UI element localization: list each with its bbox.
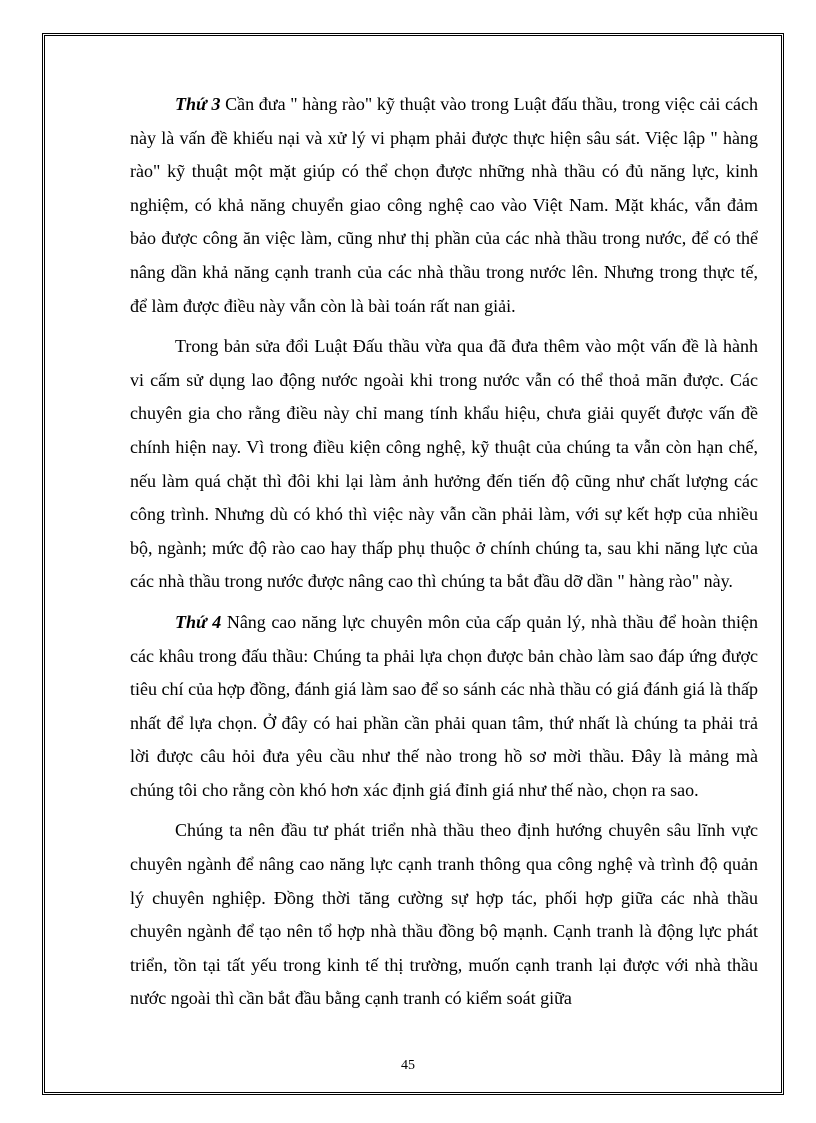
document-body [130, 88, 758, 1016]
paragraph-text: Cần đưa " hàng rào" kỹ thuật vào trong Luật đấu thầu, trong việc cải cách này là vấn đề khiếu nại và xử lý vi phạm phải được thực hiện sâu sát. Việc lập " hàng rào" kỹ thuật một mặt giúp có thể chọn được những nhà thầu có đủ năng lực, kinh nghiệm, có khả năng chuyển giao công nghệ cao vào Việt Nam. Mặt khác, vẫn đảm bảo được công ăn việc làm, cũng như thị phần của các nhà thầu trong nước, để có thể nâng dần khả năng cạnh tranh của các nhà thầu trong nước lên. Nhưng trong thực tế, để làm được điều này vẫn còn là bài toán rất nan giải. [130, 94, 758, 316]
paragraph-text: Trong bản sửa đổi Luật Đấu thầu vừa qua đã đưa thêm vào một vấn đề là hành vi cấm sử dụng lao động nước ngoài khi trong nước vẫn có thể thoả mãn được. Các chuyên gia cho rằng điều này chỉ mang tính khẩu hiệu, chưa giải quyết được vấn đề chính hiện nay. Vì trong điều kiện công nghệ, kỹ thuật của chúng ta vẫn còn hạn chế, nếu làm quá chặt thì đôi khi lại làm ảnh hưởng đến tiến độ cũng như chất lượng các công trình. Nhưng dù có khó thì việc này vẫn cần phải làm, với sự kết hợp của nhiều bộ, ngành; mức độ rào cao hay thấp phụ thuộc ở chính chúng ta, sau khi năng lực của các nhà thầu trong nước được nâng cao thì chúng ta bắt đầu dỡ dần " hàng rào" này. [130, 336, 758, 592]
paragraph-lead: Thứ 3 [175, 94, 221, 114]
paragraph-lead: Thứ 4 [175, 611, 222, 632]
paragraph-text: Nâng cao năng lực chuyên môn của cấp quản lý, nhà thầu để hoàn thiện các khâu trong đấu thầu: Chúng ta phải lựa chọn được bản chào làm sao đáp ứng được tiêu chí của hợp đồng, đánh giá làm sao để so sánh các nhà thầu có giá đánh giá là thấp nhất để lựa chọn. Ở đây có hai phần cần phải quan tâm, thứ nhất là chúng ta phải trả lời được câu hỏi đưa yêu cầu như thế nào trong hồ sơ mời thầu. Đây là mảng mà chúng tôi cho rằng còn khó hơn xác định giá đỉnh giá như thế nào, chọn ra sao. [130, 611, 759, 800]
paragraph-thu-4 [130, 606, 758, 808]
paragraph-luat-dau-thau [130, 330, 758, 599]
page-number: 45 [401, 1058, 415, 1073]
paragraph-text: Chúng ta nên đầu tư phát triển nhà thầu theo định hướng chuyên sâu lĩnh vực chuyên ngành để nâng cao năng lực cạnh tranh thông qua công nghệ và trình độ quản lý chuyên nghiệp. Đồng thời tăng cường sự hợp tác, phối hợp giữa các nhà thầu chuyên ngành để tạo nên tổ hợp nhà thầu đồng bộ mạnh. Cạnh tranh là động lực phát triển, tồn tại tất yếu trong kinh tế thị trường, muốn cạnh tranh lại được với nhà thầu nước ngoài thì cần bắt đầu bằng cạnh tranh có kiểm soát giữa [130, 820, 758, 1009]
paragraph-dau-tu-nha-thau [130, 814, 758, 1016]
paragraph-thu-3 [130, 88, 758, 323]
